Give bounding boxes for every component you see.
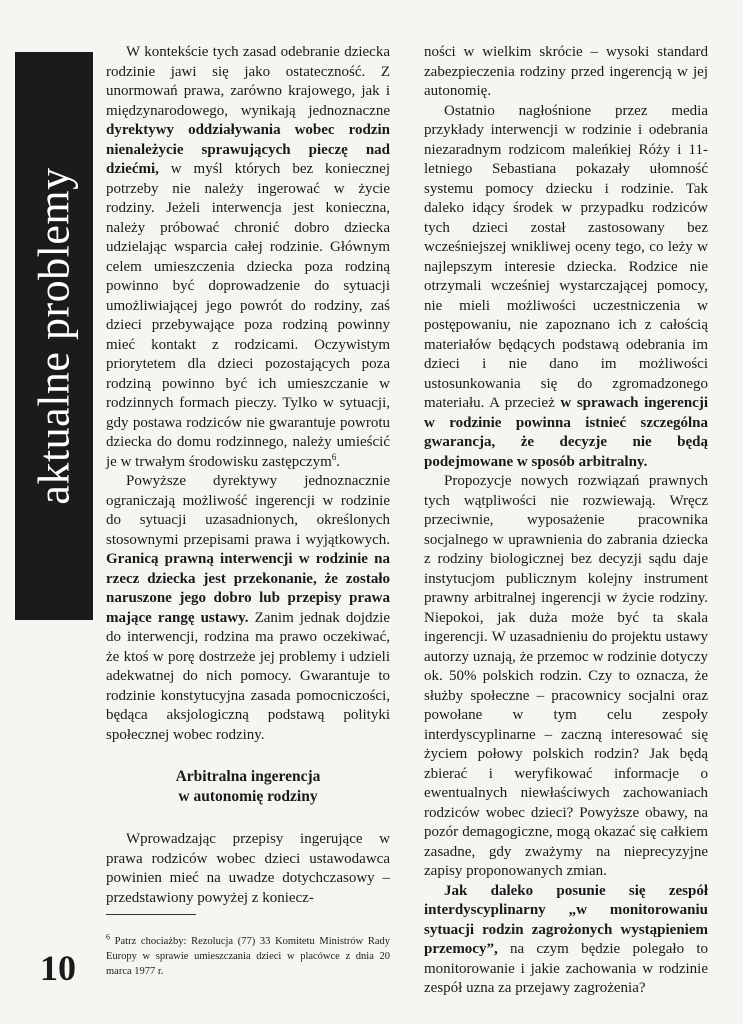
paragraph: ności w wielkim skrócie – wysoki standard zabezpieczenia rodziny przed ingerencją w jej autonomię. <box>424 44 708 99</box>
paragraph: Wprowadzając przepisy ingerujące w prawa rodziców wobec dzieci ustawodawca powinien mieć na uwadze dotychczasowy – przedstawiony powyżej z koniecz- <box>106 831 390 906</box>
paragraph <box>424 882 708 999</box>
text-run: . <box>336 453 341 470</box>
footnote <box>106 934 390 979</box>
paragraph <box>424 102 708 473</box>
bold-run: w sprawach ingerencji w rodzinie powinna istnieć szczególna gwarancja, że decyzje nie będą podejmowane w sposób arbitralny. <box>424 395 708 470</box>
text-run: W kontekście tych zasad odebranie dziecka rodzinie jawi się jako ostateczność. Z unormowań prawa, zarówno krajowego, jak i międzynarodowego, wynikają jednoznaczne <box>106 44 390 119</box>
bold-run: Granicą prawną interwencji w rodzinie na rzecz dziecka jest przekonanie, że zostało naruszone jego dobro lub przepisy prawa mające rangę ustawy. <box>106 551 390 626</box>
heading-line: w autonomię rodziny <box>178 787 318 805</box>
paragraph <box>106 472 390 745</box>
text-run: na czym będzie polegało to monitorowanie i jakie zachowania w rodzinie zespół uzna za przejawy zagrożenia? <box>424 941 708 996</box>
footnote-marker: 6 <box>106 932 110 942</box>
bold-run: Jak daleko posunie się zespół interdyscyplinarny „w monitorowaniu sytuacji rodzin zagrożonych wystąpieniem przemocy”, <box>424 882 708 957</box>
text-run: Zanim jednak dojdzie do interwencji, rodzina ma prawo oczekiwać, że ktoś w porę dostrzeże jej problemy i udzieli adekwatnej do nich pomocy. Gwarantuje to rodzinie konstytucyjna zasada pomocniczości, będąca aksjologiczną podstawą polityki społecznej wobec rodziny. <box>106 609 390 743</box>
footnote-text: Patrz chociażby: Rezolucja (77) 33 Komitetu Ministrów Rady Europy w sprawie umieszczania dzieci w placówce z dnia 20 marca 1977 r. <box>106 936 390 977</box>
section-label: aktualne problemy <box>29 167 79 505</box>
text-run: w myśl których bez koniecznej potrzeby nie należy ingerować w życie rodziny. Jeżeli interwencja jest konieczna, należy próbować chronić dobro dziecka udzielając wsparcia całej rodzinie. Głównym celem umieszczenia dziecka poza rodziną powinno być doprowadzenie do sytuacji umożliwiającej jego powrót do rodziny, zaś dzieci przebywające poza rodziną powinny mieć kontakt z rodzicami. Oczywistym priorytetem dla dzieci pozostających poza rodziną powinno być ich umieszczanie w rodzinnych formach pieczy. Tylko w sytuacji, gdy postawa rodziców nie gwarantuje powrotu dziecka do domu rodzinnego, należy umieścić je w trwałym środowisku zastępczym <box>106 161 390 470</box>
paragraph <box>106 43 390 472</box>
text-run: Powyższe dyrektywy jednoznacznie ograniczają możliwość ingerencji w rodzinie do sytuacji uzasadnionych, określonych stosownymi przepisami prawa i wyjątkowych. <box>106 473 390 548</box>
page-number: 10 <box>40 948 76 988</box>
bold-run: dyrektywy oddziaływania wobec rodzin nienależycie sprawujących pieczę nad dziećmi, <box>106 122 390 177</box>
footnote-divider <box>106 914 196 915</box>
paragraph: Propozycje nowych rozwiązań prawnych tych wątpliwości nie rozwiewają. Wręcz przeciwnie, wyposażenie pracownika socjalnego w uprawnienia do zabrania dziecka z rodziny biologicznej bez decyzji sądu daje instytucjom publicznym kolejny instrument prawny arbitralnej ingerencji w życie rodziny. Niepokoi, jak duża może być ta skala ingerencji. W uzasadnieniu do projektu ustawy autorzy uznają, że przemoc w rodzinie dotyczy ok. 50% polskich rodzin. Czy to oznacza, że służby społeczne – pracownicy socjalni oraz powołane w tym celu zespoły interdyscyplinarne – zaczną interesować się życiem połowy polskich rodzin? Jak będą zbierać i weryfikować informacje o ewentualnych niewłaściwych zachowaniach rodziców wobec dzieci? Powyższe obawy, na pozór demagogiczne, mogą okazać się całkiem zasadne, gdy zważymy na nieprecyzyjne zapisy proponowanych zmian. <box>424 473 708 879</box>
section-heading <box>106 767 390 806</box>
footnote-ref: 6 <box>331 451 337 462</box>
left-column <box>106 43 390 908</box>
text-run: Ostatnio nagłośnione przez media przykłady interwencji w rodzinie i odebrania niezaradnym rodzicom maleńkiej Róży i 11-letniego Sebastiana pokazały ułomność systemu pomocy dziecku i rodzinie. Tak daleko idący środek w przypadku rodziców tych dzieci został zastosowany bez wcześniejszej wnikliwej oceny tego, co leży w najlepszym interesie dziecka. Rodzice nie otrzymali wcześniej wystarczającej pomocy, nie mieli możliwości uczestniczenia w postępowaniu, nie zapoznano ich z całością materiałów będących podstawą odebrania im dzieci i nie dano im możliwości ustosunkowania się do zgromadzonego materiału. A przecież <box>424 102 708 411</box>
section-sidebar <box>15 52 93 620</box>
heading-line: Arbitralna ingerencja <box>175 768 321 785</box>
right-column <box>424 43 708 999</box>
